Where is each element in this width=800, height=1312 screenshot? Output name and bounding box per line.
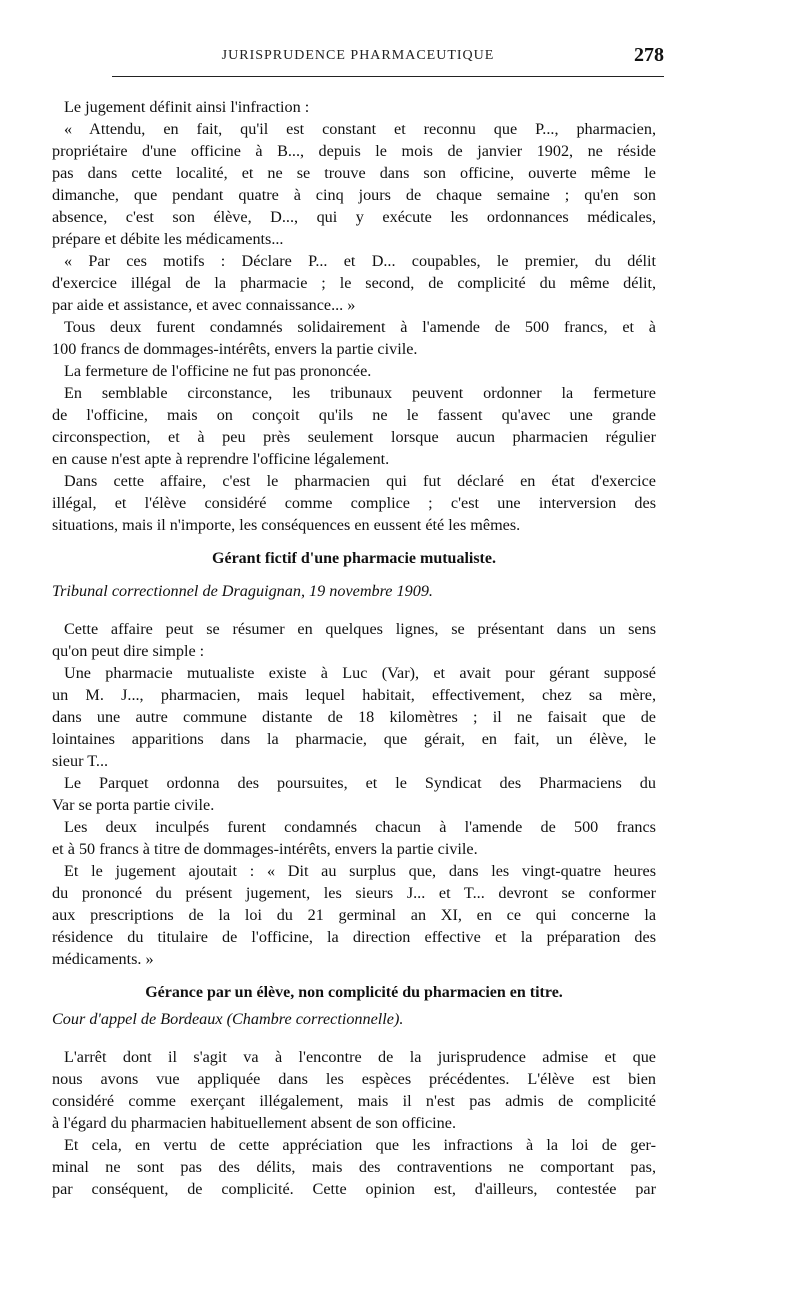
text-line: un M. J..., pharmacien, mais lequel habitait, effectivement, chez sa mère,: [52, 686, 656, 704]
text-line: Les deux inculpés furent condamnés chacun à l'amende de 500 francs: [64, 818, 656, 836]
text-line: dans une autre commune distante de 18 kilomètres ; il ne faisait que de: [52, 708, 656, 726]
paragraph: [52, 1046, 656, 1134]
text-line: en cause n'est apte à reprendre l'officine légalement.: [52, 450, 390, 468]
section-heading: Gérant fictif d'une pharmacie mutualiste.: [212, 550, 496, 567]
text-line: L'arrêt dont il s'agit va à l'encontre de la jurisprudence admise et que: [64, 1048, 656, 1066]
text-line: « Par ces motifs : Déclare P... et D... coupables, le premier, du délit: [64, 252, 656, 270]
page-number: 278: [634, 44, 664, 66]
text-line: La fermeture de l'officine ne fut pas prononcée.: [64, 362, 372, 380]
text-line: circonspection, et à peu près seulement lorsque aucun pharmacien régulier: [52, 428, 656, 446]
paragraph: [52, 772, 656, 816]
section-heading: Gérance par un élève, non complicité du pharmacien en titre.: [145, 984, 563, 1001]
text-line: Tous deux furent condamnés solidairement à l'amende de 500 francs, et à: [64, 318, 656, 336]
paragraph: [52, 618, 656, 662]
text-line: absence, c'est son élève, D..., qui y exécute les ordonnances médicales,: [52, 208, 656, 226]
text-line: Et le jugement ajoutait : « Dit au surplus que, dans les vingt-quatre heures: [64, 862, 656, 880]
text-line: Le jugement définit ainsi l'infraction :: [64, 98, 310, 116]
text-line: Var se porta partie civile.: [52, 796, 215, 814]
text-line: lointaines apparitions dans la pharmacie, que gérait, en fait, un élève, le: [52, 730, 656, 748]
text-line: propriétaire d'une officine à B..., depuis le mois de janvier 1902, ne réside: [52, 142, 656, 160]
body-text: [52, 96, 656, 1200]
text-line: dimanche, que pendant quatre à cinq jours de chaque semaine ; qu'en son: [52, 186, 656, 204]
paragraph: [52, 96, 656, 118]
paragraph: [52, 316, 656, 360]
court-reference: Cour d'appel de Bordeaux (Chambre correctionnelle).: [52, 1010, 404, 1028]
text-line: aux prescriptions de la loi du 21 germinal an XI, en ce qui concerne la: [52, 906, 656, 924]
paragraph: [52, 118, 656, 250]
text-line: prépare et débite les médicaments...: [52, 230, 284, 248]
text-line: sieur T...: [52, 752, 109, 770]
page-header: [52, 44, 664, 74]
text-line: 100 francs de dommages-intérêts, envers la partie civile.: [52, 340, 418, 358]
paragraph: [52, 860, 656, 970]
text-line: par conséquent, de complicité. Cette opinion est, d'ailleurs, contestée par: [52, 1180, 656, 1198]
text-line: situations, mais il n'importe, les conséquences en eussent été les mêmes.: [52, 516, 521, 534]
paragraph: [52, 382, 656, 470]
text-line: par aide et assistance, et avec connaissance... »: [52, 296, 356, 314]
text-line: médicaments. »: [52, 950, 154, 968]
text-line: d'exercice illégal de la pharmacie ; le second, de complicité du même délit,: [52, 274, 656, 292]
text-line: Le Parquet ordonna des poursuites, et le Syndicat des Pharmaciens du: [64, 774, 656, 792]
text-line: pas dans cette localité, et ne se trouve dans son officine, ouverte même le: [52, 164, 656, 182]
text-line: Et cela, en vertu de cette appréciation que les infractions à la loi de ger-: [64, 1136, 656, 1154]
text-line: « Attendu, en fait, qu'il est constant et reconnu que P..., pharmacien,: [64, 120, 656, 138]
paragraph: [52, 360, 656, 382]
paragraph: [52, 662, 656, 772]
text-line: nous avons vue appliquée dans les espèces précédentes. L'élève est bien: [52, 1070, 656, 1088]
text-line: Cette affaire peut se résumer en quelques lignes, se présentant dans un sens: [64, 620, 656, 638]
text-line: à l'égard du pharmacien habituellement absent de son officine.: [52, 1114, 457, 1132]
running-title: JURISPRUDENCE PHARMACEUTIQUE: [221, 48, 495, 63]
text-line: qu'on peut dire simple :: [52, 642, 205, 660]
text-line: Dans cette affaire, c'est le pharmacien qui fut déclaré en état d'exercice: [64, 472, 656, 490]
text-line: illégal, et l'élève considéré comme complice ; c'est une interversion des: [52, 494, 656, 512]
paragraph: [52, 816, 656, 860]
text-line: résidence du titulaire de l'officine, la direction effective et la préparation des: [52, 928, 656, 946]
text-line: considéré comme exerçant illégalement, mais il n'est pas admis de complicité: [52, 1092, 656, 1110]
text-line: de l'officine, mais on conçoit qu'ils ne le fassent qu'avec une grande: [52, 406, 656, 424]
text-line: Une pharmacie mutualiste existe à Luc (Var), et avait pour gérant supposé: [64, 664, 656, 682]
text-line: et à 50 francs à titre de dommages-intérêts, envers la partie civile.: [52, 840, 478, 858]
text-line: minal ne sont pas des délits, mais des contraventions ne comportant pas,: [52, 1158, 656, 1176]
text-line: En semblable circonstance, les tribunaux peuvent ordonner la fermeture: [64, 384, 656, 402]
paragraph: [52, 1134, 656, 1200]
header-rule: [112, 76, 664, 77]
paragraph: [52, 470, 656, 536]
text-line: du prononcé du présent jugement, les sieurs J... et T... devront se conformer: [52, 884, 656, 902]
paragraph: [52, 250, 656, 316]
court-reference: Tribunal correctionnel de Draguignan, 19 novembre 1909.: [52, 582, 433, 600]
